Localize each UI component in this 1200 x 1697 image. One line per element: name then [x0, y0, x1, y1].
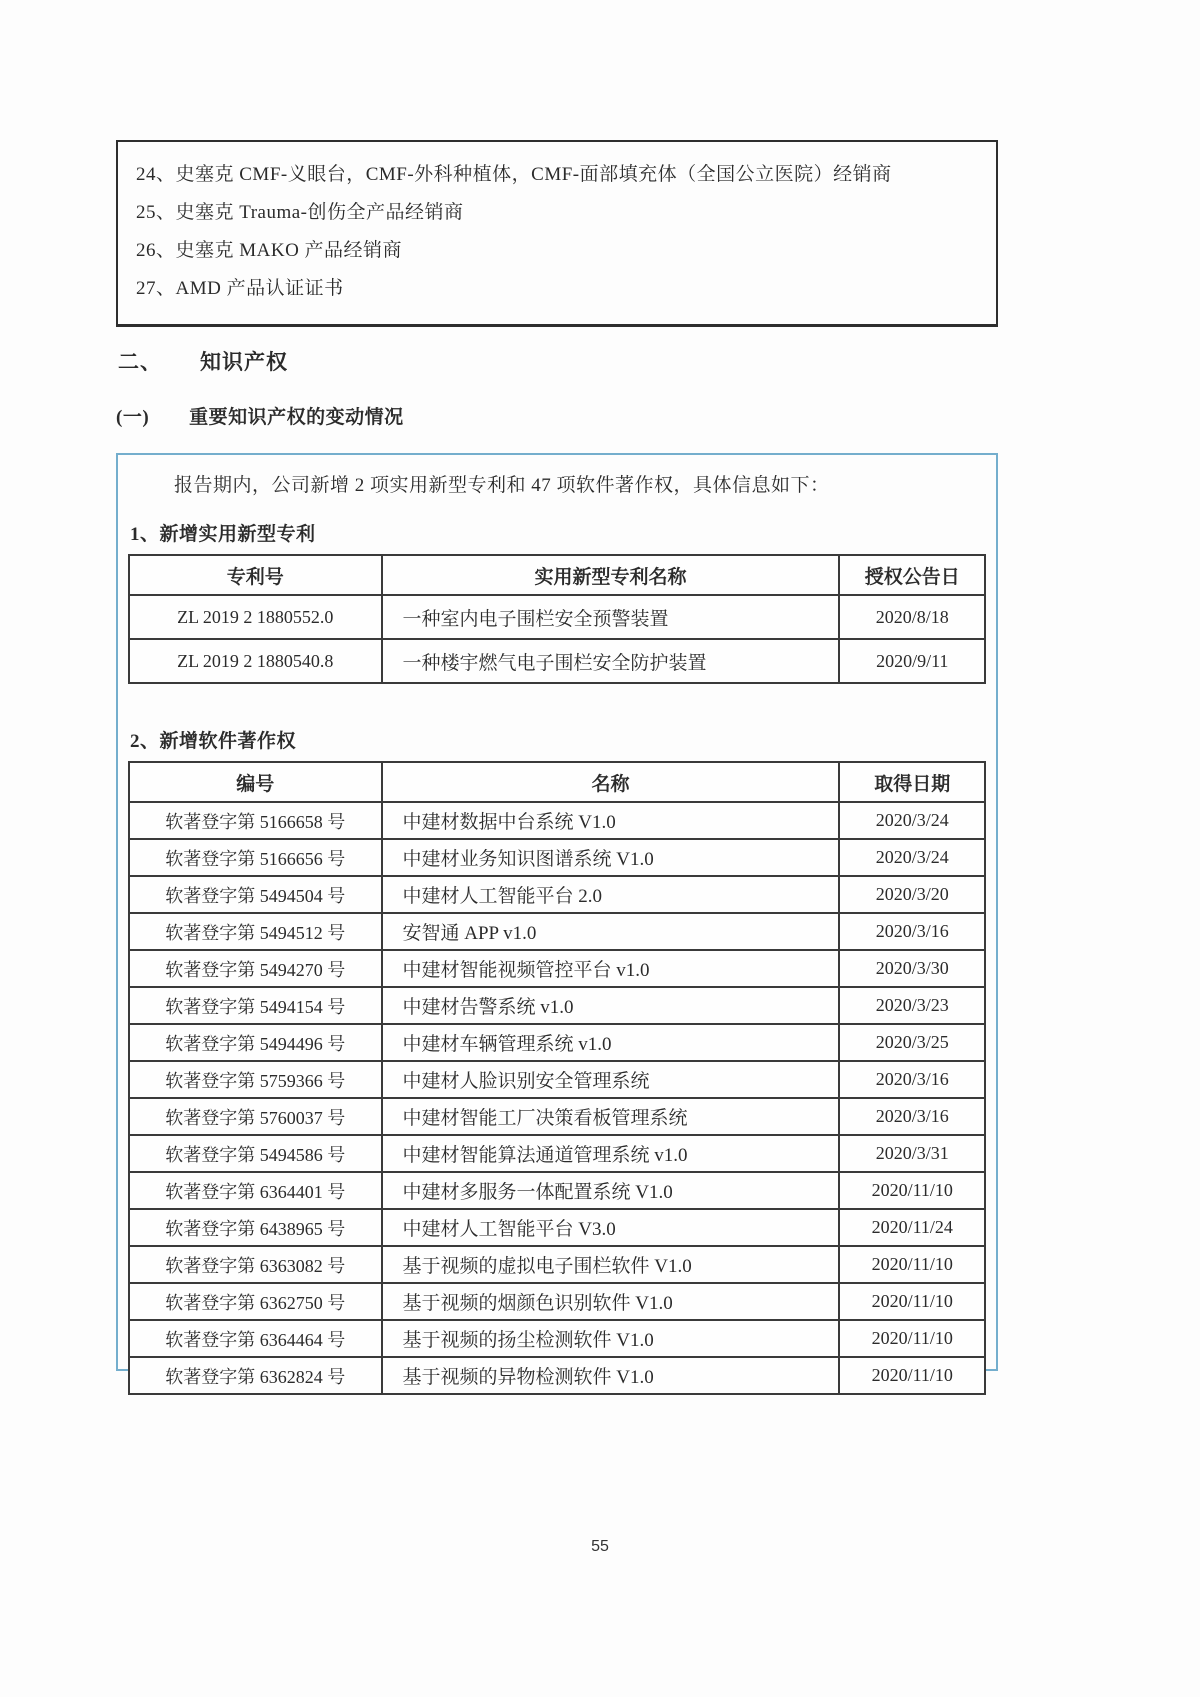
patents-heading: 1、新增实用新型专利 [130, 524, 316, 545]
table-row [129, 1135, 985, 1172]
section-number: 二、 [118, 350, 162, 374]
table-cell: 安智通 APP v1.0 [382, 913, 840, 950]
table-row [129, 1061, 985, 1098]
table-row [129, 876, 985, 913]
list-item: 27、AMD 产品认证证书 [136, 278, 344, 299]
table-cell: 中建材智能算法通道管理系统 v1.0 [382, 1135, 840, 1172]
table-cell: 中建材业务知识图谱系统 V1.0 [382, 839, 840, 876]
table-cell: 2020/11/10 [839, 1246, 985, 1283]
table-cell: 中建材人工智能平台 V3.0 [382, 1209, 840, 1246]
table-cell: 软著登字第 5494586 号 [129, 1135, 382, 1172]
table-row [129, 1357, 985, 1394]
table-row [129, 1172, 985, 1209]
table-cell: 2020/3/31 [839, 1135, 985, 1172]
table-cell: 2020/3/24 [839, 802, 985, 839]
subsection-number: (一) [116, 407, 150, 428]
list-item: 26、史塞克 MAKO 产品经销商 [136, 240, 403, 261]
table-row [129, 950, 985, 987]
table-cell: 2020/11/10 [839, 1283, 985, 1320]
table-row [129, 1246, 985, 1283]
table-cell: 2020/3/24 [839, 839, 985, 876]
table-cell: 软著登字第 6363082 号 [129, 1246, 382, 1283]
table-cell: 软著登字第 5494270 号 [129, 950, 382, 987]
list-item: 25、史塞克 Trauma-创伤全产品经销商 [136, 202, 464, 223]
table-cell: 软著登字第 5166658 号 [129, 802, 382, 839]
table-cell: 中建材数据中台系统 V1.0 [382, 802, 840, 839]
list-item: 24、史塞克 CMF-义眼台，CMF-外科种植体，CMF-面部填充体（全国公立医院）经销商 [136, 164, 892, 185]
table-row [129, 839, 985, 876]
table-cell: 一种楼宇燃气电子围栏安全防护装置 [382, 639, 840, 683]
table-cell: 2020/11/10 [839, 1172, 985, 1209]
section-title: 知识产权 [200, 350, 288, 374]
page-number: 55 [591, 1538, 609, 1555]
table-cell: 2020/11/10 [839, 1320, 985, 1357]
table-cell: 中建材车辆管理系统 v1.0 [382, 1024, 840, 1061]
table-cell: 中建材人脸识别安全管理系统 [382, 1061, 840, 1098]
subsection-title: 重要知识产权的变动情况 [189, 407, 404, 428]
table-cell: 软著登字第 6364464 号 [129, 1320, 382, 1357]
table-cell: 软著登字第 5494154 号 [129, 987, 382, 1024]
table-row [129, 1098, 985, 1135]
intro-paragraph: 报告期内，公司新增 2 项实用新型专利和 47 项软件著作权，具体信息如下： [174, 475, 830, 496]
table-cell: 软著登字第 6362750 号 [129, 1283, 382, 1320]
table-cell: 中建材智能工厂决策看板管理系统 [382, 1098, 840, 1135]
table-cell: 中建材多服务一体配置系统 V1.0 [382, 1172, 840, 1209]
table-cell: 软著登字第 5166656 号 [129, 839, 382, 876]
table-cell: 基于视频的扬尘检测软件 V1.0 [382, 1320, 840, 1357]
table-cell: 2020/11/24 [839, 1209, 985, 1246]
table-row [129, 987, 985, 1024]
table-cell: 2020/3/16 [839, 913, 985, 950]
table-cell: 一种室内电子围栏安全预警装置 [382, 595, 840, 639]
table-row [129, 1024, 985, 1061]
table-row [129, 913, 985, 950]
table-row [129, 595, 985, 639]
section-heading [118, 346, 288, 376]
table-cell: 软著登字第 5760037 号 [129, 1098, 382, 1135]
column-header: 取得日期 [839, 762, 985, 802]
table-cell: 中建材人工智能平台 2.0 [382, 876, 840, 913]
column-header: 名称 [382, 762, 840, 802]
table-cell: 中建材智能视频管控平台 v1.0 [382, 950, 840, 987]
subsection-heading [116, 402, 404, 429]
table-cell: 基于视频的异物检测软件 V1.0 [382, 1357, 840, 1394]
table-cell: 2020/3/16 [839, 1098, 985, 1135]
table-row [129, 1320, 985, 1357]
table-cell: 软著登字第 5494512 号 [129, 913, 382, 950]
table-cell: 2020/8/18 [839, 595, 985, 639]
copyrights-heading: 2、新增软件著作权 [130, 731, 297, 752]
patents-table [128, 554, 986, 684]
table-cell: 2020/11/10 [839, 1357, 985, 1394]
table-cell: 软著登字第 6364401 号 [129, 1172, 382, 1209]
column-header: 编号 [129, 762, 382, 802]
table-cell: 软著登字第 5759366 号 [129, 1061, 382, 1098]
table-cell: 2020/3/30 [839, 950, 985, 987]
table-cell: 软著登字第 5494504 号 [129, 876, 382, 913]
table-cell: ZL 2019 2 1880552.0 [129, 595, 382, 639]
table-cell: 2020/3/25 [839, 1024, 985, 1061]
table-row [129, 1209, 985, 1246]
table-cell: 2020/3/20 [839, 876, 985, 913]
table-cell: 2020/9/11 [839, 639, 985, 683]
table-cell: 软著登字第 6438965 号 [129, 1209, 382, 1246]
table-row [129, 802, 985, 839]
table-row [129, 639, 985, 683]
qualification-list-box [116, 140, 998, 327]
table-cell: 基于视频的烟颜色识别软件 V1.0 [382, 1283, 840, 1320]
table-cell: 软著登字第 5494496 号 [129, 1024, 382, 1061]
column-header: 实用新型专利名称 [382, 555, 840, 595]
table-cell: 2020/3/16 [839, 1061, 985, 1098]
table-cell: 基于视频的虚拟电子围栏软件 V1.0 [382, 1246, 840, 1283]
table-cell: 中建材告警系统 v1.0 [382, 987, 840, 1024]
column-header: 授权公告日 [839, 555, 985, 595]
table-cell: 2020/3/23 [839, 987, 985, 1024]
table-header-row [129, 762, 985, 802]
ip-content-box [116, 453, 998, 1388]
copyrights-table [128, 761, 986, 1395]
table-row [129, 1283, 985, 1320]
table-cell: ZL 2019 2 1880540.8 [129, 639, 382, 683]
table-cell: 软著登字第 6362824 号 [129, 1357, 382, 1394]
table-header-row [129, 555, 985, 595]
column-header: 专利号 [129, 555, 382, 595]
